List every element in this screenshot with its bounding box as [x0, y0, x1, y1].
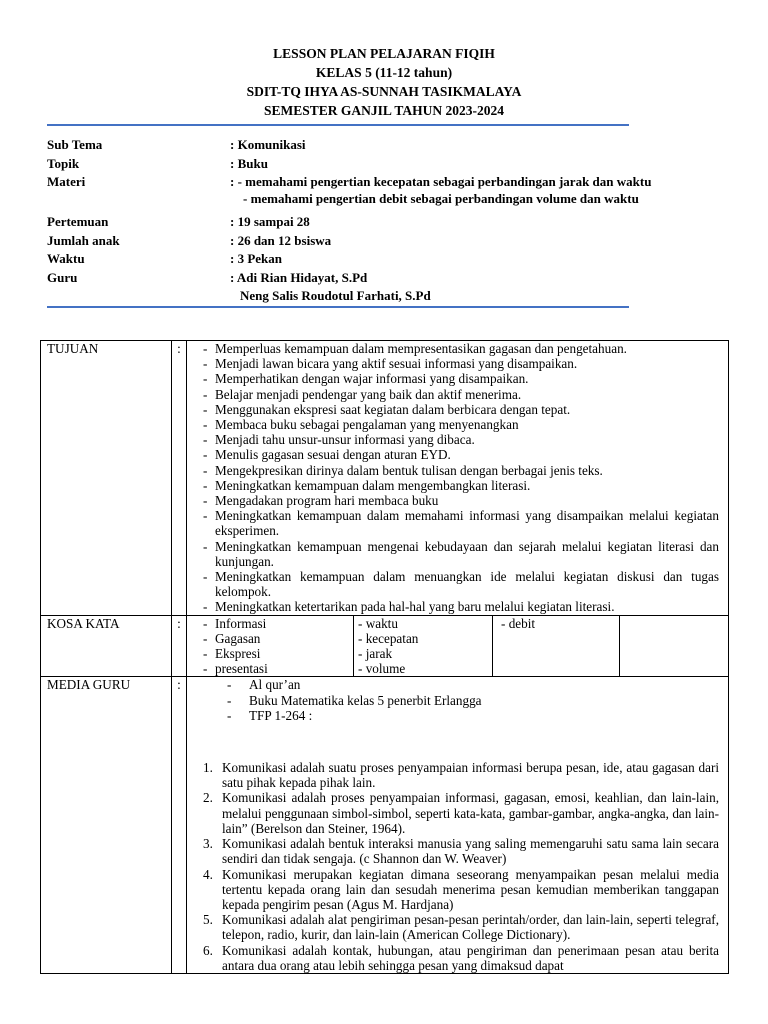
title-line-2: KELAS 5 (11-12 tahun) — [315, 65, 453, 80]
media-item — [187, 677, 728, 692]
definition-number: 3. — [203, 836, 213, 852]
definition-number: 1. — [203, 760, 213, 776]
tujuan-item-text: Belajar menjadi pendengar yang baik dan aktif menerima. — [215, 386, 522, 402]
kosa-kata-colon: : — [172, 615, 187, 677]
media-item — [187, 708, 728, 723]
waktu-value: : 3 Pekan — [230, 251, 282, 266]
guru-value-1: : Adi Rian Hidayat, S.Pd — [230, 269, 368, 285]
kosa-kata-item: - volume — [358, 661, 406, 677]
dash-marker: - — [203, 447, 208, 463]
dash-marker: - — [203, 432, 208, 448]
dash-marker: - — [227, 677, 232, 693]
kosa-kata-item — [187, 661, 353, 676]
dash-marker: - — [203, 630, 208, 646]
dash-marker: - — [203, 569, 208, 585]
dash-marker: - — [203, 371, 208, 387]
definition-item — [187, 836, 719, 866]
dash-marker: - — [203, 599, 208, 615]
tujuan-item — [187, 508, 728, 538]
pertemuan-label: Pertemuan — [47, 214, 109, 229]
tujuan-item-text: Menulis gagasan sesuai dengan aturan EYD. — [215, 447, 451, 463]
tujuan-item — [187, 417, 728, 432]
tujuan-row — [41, 341, 729, 616]
kosa-kata-item: - kecepatan — [358, 630, 419, 646]
jumlah-anak-label: Jumlah anak — [47, 232, 120, 248]
tujuan-item — [187, 341, 728, 356]
media-item-text: TFP 1-264 : — [249, 707, 313, 723]
title-line-4: SEMESTER GANJIL TAHUN 2023-2024 — [264, 103, 504, 118]
definition-item — [187, 790, 719, 836]
tujuan-colon: : — [172, 341, 187, 616]
dash-marker: - — [203, 462, 208, 478]
dash-marker: - — [203, 477, 208, 493]
header-rule — [47, 124, 629, 126]
media-guru-cell — [187, 677, 729, 973]
materi-value-1: : - memahami pengertian kecepatan sebagai perbandingan jarak dan waktu — [230, 174, 652, 189]
tujuan-item-text: Meningkatkan ketertarikan pada hal-hal yang baru melalui kegiatan literasi. — [215, 599, 615, 615]
pertemuan-value: : 19 sampai 28 — [230, 214, 310, 229]
definition-text: Komunikasi adalah suatu proses penyampaian informasi berupa pesan, ide, atau gagasan dari satu pihak kepada pihak lain. — [222, 760, 719, 791]
definition-item — [187, 760, 719, 790]
dash-marker: - — [227, 707, 232, 723]
definition-text: Komunikasi adalah kontak, hubungan, atau pengiriman dan penerimaan pesan atau berita antara dua orang atau lebih sehingga pesan yang dimaksud dapat — [222, 942, 719, 973]
dash-marker: - — [203, 493, 208, 509]
guru-value-2: Neng Salis Roudotul Farhati, S.Pd — [240, 288, 431, 303]
dash-marker: - — [203, 615, 208, 631]
jumlah-anak-value: : 26 dan 12 bsiswa — [230, 232, 332, 248]
kosa-kata-column-1 — [187, 616, 354, 677]
media-item-text: Buku Matematika kelas 5 penerbit Erlangga — [249, 692, 482, 708]
tujuan-item — [187, 432, 728, 447]
topik-value: : Buku — [230, 155, 268, 171]
kosa-kata-column-3 — [493, 616, 620, 677]
tujuan-item — [187, 478, 728, 493]
media-guru-label: MEDIA GURU — [41, 677, 172, 973]
media-item — [187, 693, 728, 708]
kosa-kata-column-4 — [620, 616, 728, 677]
media-list — [187, 677, 728, 723]
materi-value-2: - memahami pengertian debit sebagai perbandingan volume dan waktu — [243, 191, 639, 206]
kosa-kata-cell — [187, 615, 729, 677]
dash-marker: - — [203, 646, 208, 662]
kosa-kata-row — [41, 615, 729, 677]
kosa-kata-item: - waktu — [358, 615, 398, 631]
definition-text: Komunikasi adalah alat pengiriman pesan-pesan perintah/order, dan lain-lain, seperti telegraf, telepon, radio, kurir, dan lain-lain (American College Dictionary). — [222, 912, 719, 943]
tujuan-label: TUJUAN — [41, 341, 172, 616]
materi-label: Materi — [47, 174, 86, 189]
tujuan-item-text: Menggunakan ekspresi saat kegiatan dalam berbicara dengan tepat. — [215, 401, 571, 417]
media-guru-colon: : — [172, 677, 187, 973]
definition-item — [187, 867, 719, 913]
definition-item — [187, 943, 719, 973]
tujuan-item — [187, 387, 728, 402]
tujuan-item-text: Mengadakan program hari membaca buku — [215, 493, 439, 509]
dash-marker: - — [203, 386, 208, 402]
info-block — [47, 136, 727, 306]
guru-label: Guru — [47, 269, 78, 285]
definition-number: 4. — [203, 866, 213, 882]
info-rule — [47, 306, 629, 308]
tujuan-cell — [187, 341, 729, 616]
tujuan-list — [187, 341, 728, 615]
kosa-kata-item — [187, 646, 353, 661]
title-line-3: SDIT-TQ IHYA AS-SUNNAH TASIKMALAYA — [246, 84, 522, 99]
definition-item — [187, 912, 719, 942]
dash-marker: - — [227, 692, 232, 708]
tujuan-item — [187, 402, 728, 417]
tujuan-item — [187, 599, 728, 614]
tujuan-item — [187, 539, 728, 569]
tujuan-item-text: Memperhatikan dengan wajar informasi yang disampaikan. — [215, 371, 529, 387]
kosa-kata-item-text: Ekspresi — [215, 646, 261, 662]
tujuan-item — [187, 493, 728, 508]
tujuan-item-text: Meningkatkan kemampuan mengenai kebudayaan dan sejarah melalui kegiatan literasi dan kunjungan. — [215, 538, 719, 569]
lesson-table — [40, 340, 729, 974]
document-header — [0, 44, 768, 120]
kosa-kata-item-text: Gagasan — [215, 630, 261, 646]
tujuan-item — [187, 371, 728, 386]
tujuan-item-text: Meningkatkan kemampuan dalam menuangkan ide melalui kegiatan diskusi dan tugas kelompok. — [215, 569, 719, 600]
definition-number: 5. — [203, 912, 213, 928]
definition-text: Komunikasi merupakan kegiatan dimana seseorang menyampaikan pesan melalui media tertentu kepada orang lain dan sesudah menerima pesan kemudian memberikan tanggapan kepada pengirim pesan (Agus M. Hardjana) — [222, 866, 719, 912]
tujuan-item-text: Meningkatkan kemampuan dalam mengembangkan literasi. — [215, 477, 531, 493]
kosa-kata-item: - jarak — [358, 646, 393, 662]
sub-tema-label: Sub Tema — [47, 137, 103, 152]
tujuan-item-text: Membaca buku sebagai pengalaman yang menyenangkan — [215, 417, 519, 433]
tujuan-item-text: Mengekpresikan dirinya dalam bentuk tulisan dengan berbagai jenis teks. — [215, 462, 603, 478]
kosa-kata-item — [187, 631, 353, 646]
media-item-text: Al qur’an — [249, 677, 301, 693]
topik-label: Topik — [47, 155, 80, 171]
tujuan-item — [187, 569, 728, 599]
dash-marker: - — [203, 661, 208, 677]
dash-marker: - — [203, 417, 208, 433]
definition-text: Komunikasi adalah bentuk interaksi manusia yang saling memengaruhi satu sama lain secara sendiri dan tidak sengaja. (c Shannon dan W. Weaver) — [222, 836, 719, 867]
kosa-kata-item — [187, 616, 353, 631]
tujuan-item-text: Menjadi tahu unsur-unsur informasi yang dibaca. — [215, 432, 475, 448]
media-guru-row — [41, 677, 729, 973]
tujuan-item — [187, 356, 728, 371]
definition-number: 6. — [203, 942, 213, 958]
kosa-kata-item: - debit — [501, 615, 536, 631]
dash-marker: - — [203, 538, 208, 554]
definition-list — [187, 760, 728, 973]
dash-marker: - — [203, 356, 208, 372]
tujuan-item-text: Meningkatkan kemampuan dalam memahami informasi yang disampaikan melalui kegiatan eksperimen. — [215, 508, 719, 539]
tujuan-item — [187, 463, 728, 478]
kosa-kata-column-2 — [354, 616, 493, 677]
dash-marker: - — [203, 508, 208, 524]
title-line-1: LESSON PLAN PELAJARAN FIQIH — [273, 46, 495, 61]
sub-tema-value: : Komunikasi — [230, 137, 306, 152]
tujuan-item-text: Memperluas kemampuan dalam mempresentasikan gagasan dan pengetahuan. — [215, 341, 627, 356]
dash-marker: - — [203, 401, 208, 417]
kosa-kata-label: KOSA KATA — [41, 615, 172, 677]
definition-number: 2. — [203, 790, 213, 806]
definition-text: Komunikasi adalah proses penyampaian informasi, gagasan, emosi, keahlian, dan lain-lain, melalui penggunaan simbol-simbol, seperti kata-kata, gambar-gambar, angka-angka, dan lain-lain” (Berelson dan Steiner, 1964). — [222, 790, 719, 836]
kosa-kata-item-text: presentasi — [215, 661, 268, 677]
waktu-label: Waktu — [47, 251, 85, 266]
dash-marker: - — [203, 341, 208, 356]
tujuan-item — [187, 447, 728, 462]
kosa-kata-item-text: Informasi — [215, 615, 267, 631]
tujuan-item-text: Menjadi lawan bicara yang aktif sesuai informasi yang disampaikan. — [215, 356, 578, 372]
